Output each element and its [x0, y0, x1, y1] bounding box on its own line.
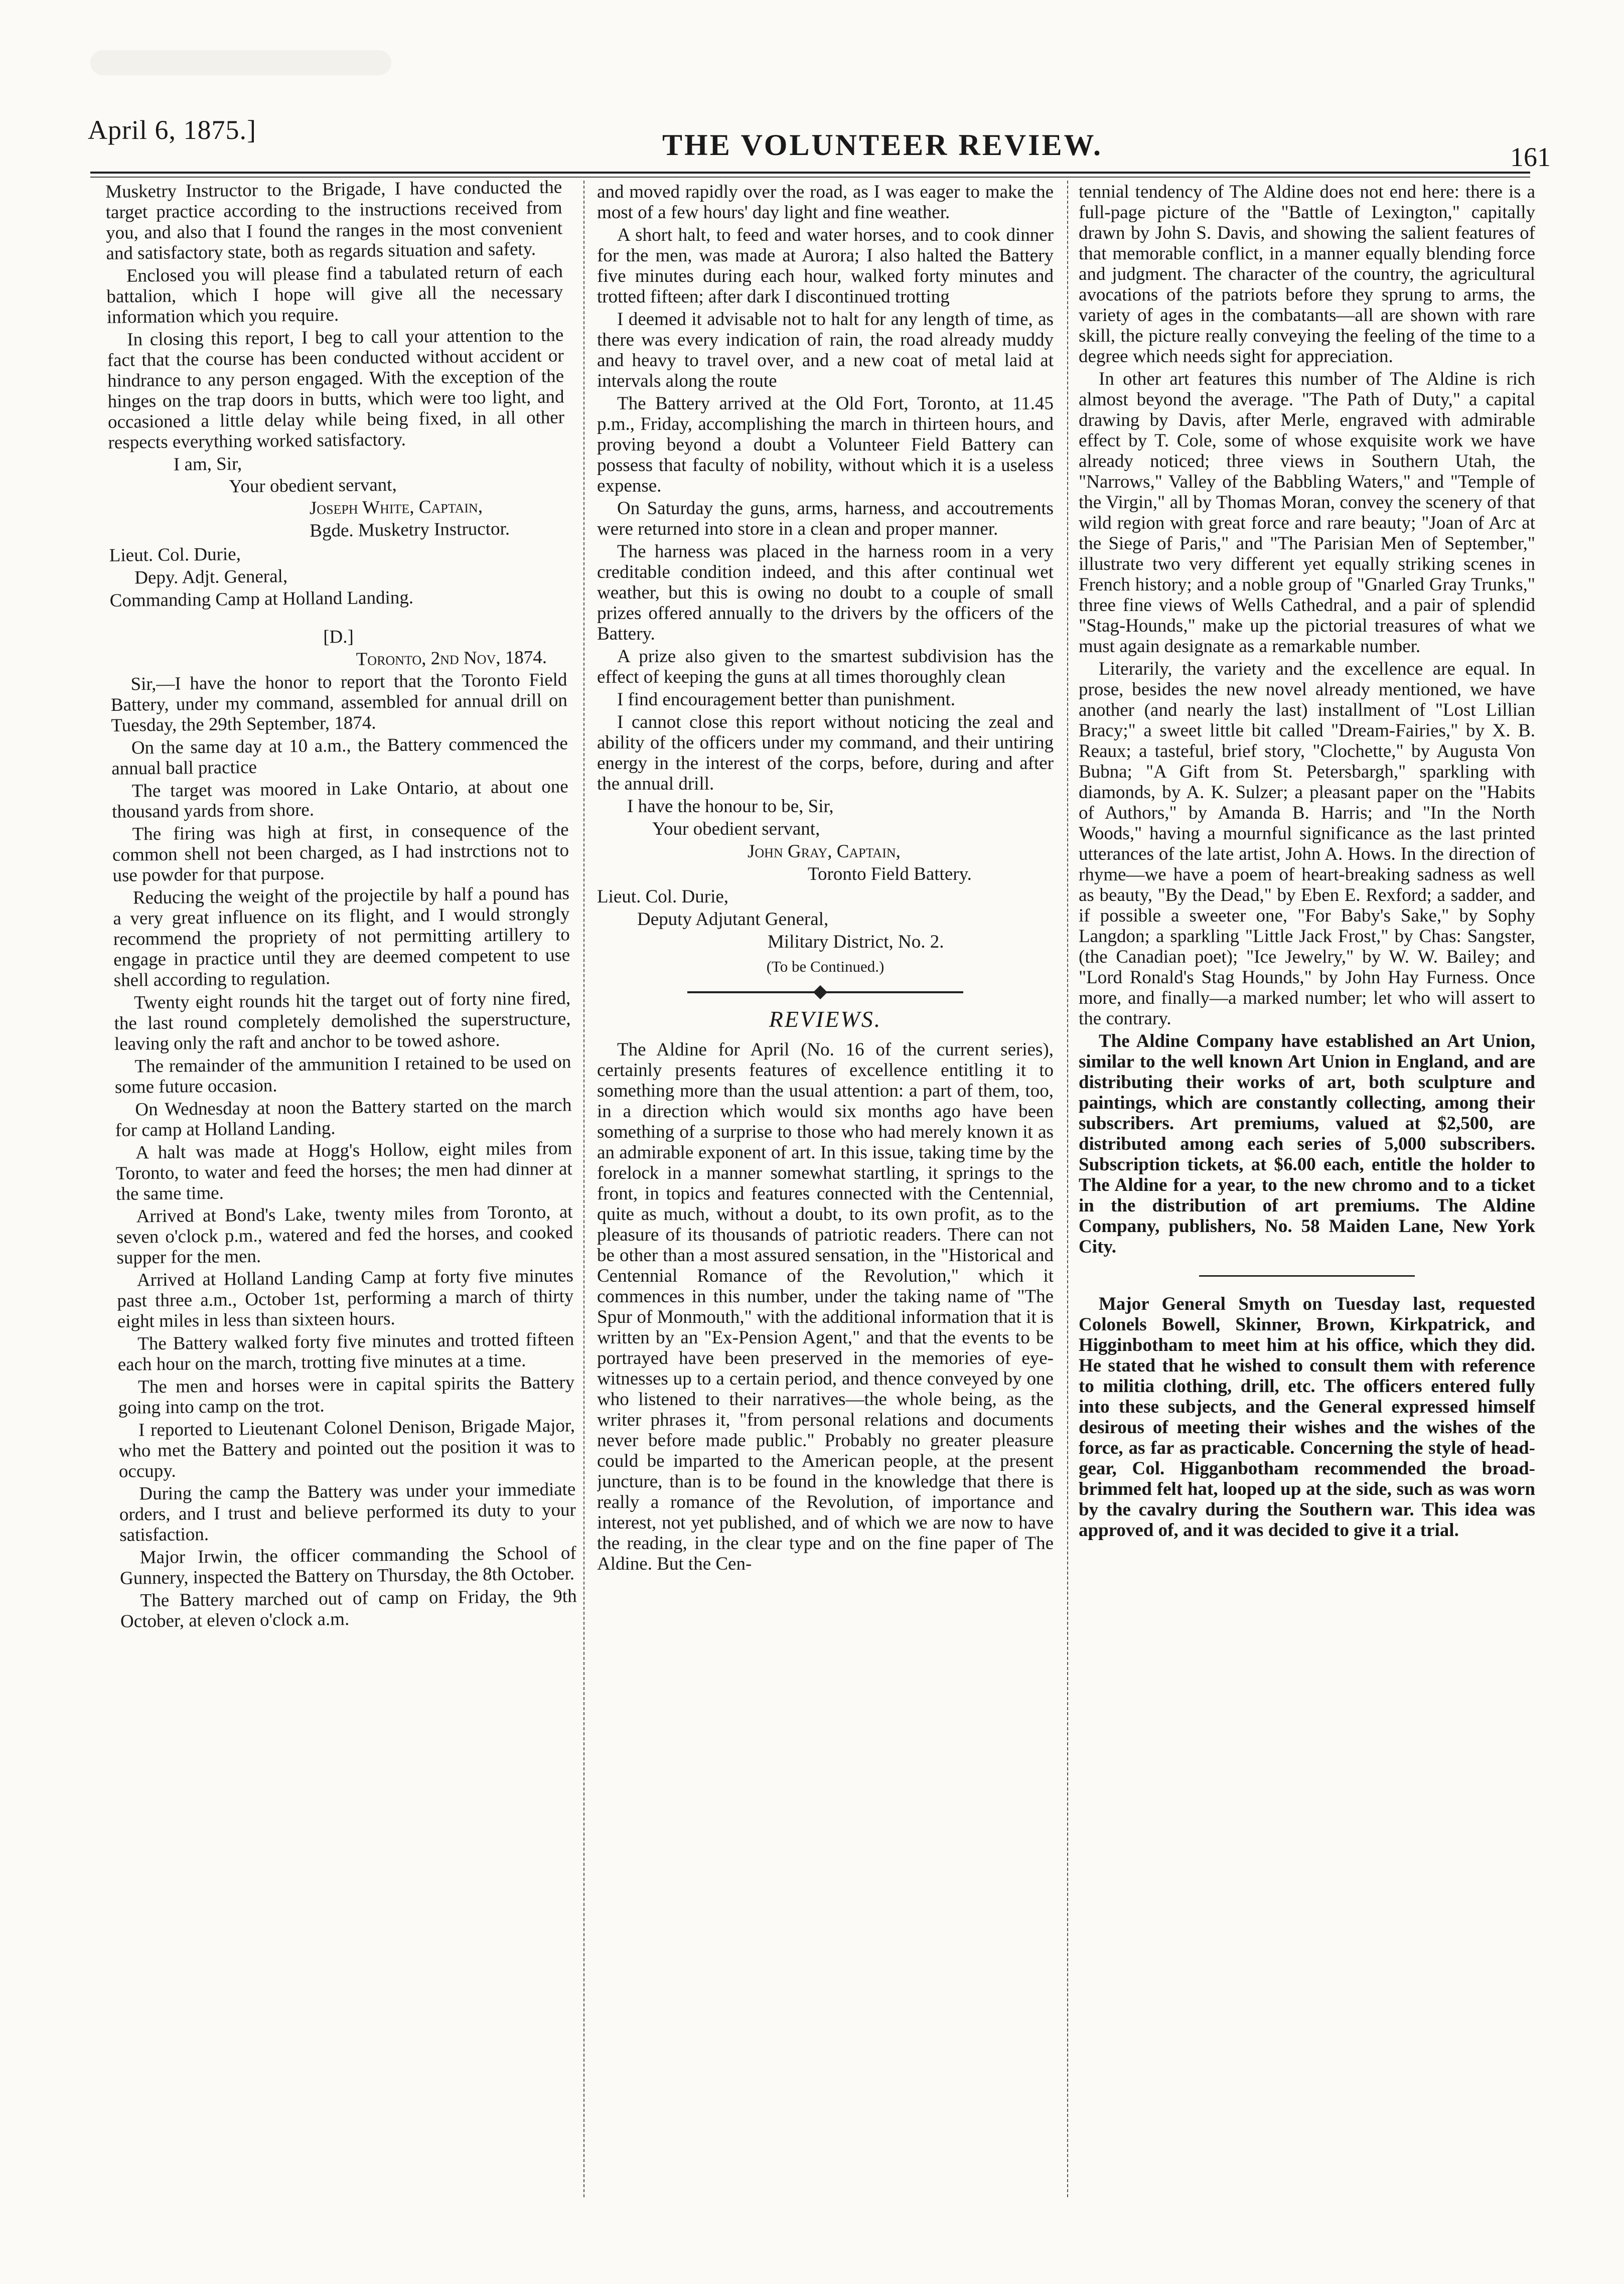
- paragraph: The Aldine for April (No. 16 of the current series), certainly presents features of excellence entitling it to something more than the usual attention: a part of them, too, in a direction which would six months ago have been something of a surprise to those who had merely known it as an admirable exponent of art. In this issue, taking time by the forelock in a manner somewhat startling, it springs to the front, in topics and features connected with the Centennial, quite as much, without a doubt, to its own profit, as to the pleasure of its thousands of patriotic readers. There can not be other than a most assured sensation, in the "Historical and Centennial Romance of the Revolution," which it commences in this number, under the taking name of "The Spur of Monmouth," with the additional information that it is written by an "Ex-Pension Agent," and that the events to be portrayed have been preserved in the memories of eye-witnesses up to a certain period, and thence conveyed by one who listened to their narratives—the whole being, as the writer phrases it, "from personal relations and documents never before made public." Probably no greater pleasure could be imparted to the American people, at the present juncture, than is to be found in the knowledge that there is really a romance of the Revolution, of importance and interest, not yet published, and of which we are now to have the reading, in the clear type and on the fine paper of The Aldine. But the Cen-: [597, 1039, 1054, 1574]
- paragraph: A halt was made at Hogg's Hollow, eight miles from Toronto, to water and feed the horses; the men had dinner at the same time.: [115, 1138, 572, 1204]
- paragraph: On the same day at 10 a.m., the Battery commenced the annual ball practice: [111, 733, 568, 779]
- article-separator: [1199, 1275, 1415, 1277]
- paragraph: The remainder of the ammunition I retained to be used on some future occasion.: [114, 1051, 571, 1098]
- paragraph: Enclosed you will please find a tabulated return of each battalion, which I hope will give all the necessary information which you require.: [106, 261, 563, 328]
- continued-note: (To be Continued.): [766, 958, 884, 975]
- header-rule-thin: [90, 177, 1530, 178]
- column-divider: [583, 181, 584, 2197]
- paragraph: The Battery walked forty five minutes and trotted fifteen each hour on the march, trotting five minutes at a time.: [117, 1329, 574, 1375]
- column-divider: [1067, 181, 1068, 2197]
- paragraph: In other art features this number of The Aldine is rich almost beyond the average. "The Path of Duty," a capital drawing by Davis, after Merle, engraved with admirable effect by T. Cole, some of whose exquisite work we have already noticed; three views in Southern Utah, the "Narrows," Valley of the Babbling Waters," and "Temple of the Virgin," all by Thomas Moran, convey the scenery of that wild region with great force and rare beauty; "Joan of Arc at the Siege of Paris," and "The Parisian Men of September," illustrate two very different yet equally striking scenes in French history; and a noble group of "Gnarled Gray Trunks," three fine views of Wells Cathedral, and a pair of splendid "Stag-Hounds," make up the pictorial treasures of what we must again designate as a remarkable number.: [1079, 369, 1535, 657]
- masthead-title: THE VOLUNTEER REVIEW.: [662, 128, 1103, 162]
- addressee-line: Commanding Camp at Holland Landing.: [109, 587, 414, 611]
- signature-line: I am, Sir,: [173, 453, 242, 475]
- paragraph: A prize also given to the smartest subdivision has the effect of keeping the guns at all times thoroughly clean: [597, 646, 1054, 687]
- paragraph: On Wednesday at noon the Battery started on the march for camp at Holland Landing.: [115, 1095, 572, 1141]
- addressee-line: Lieut. Col. Durie,: [597, 886, 729, 907]
- issue-date: April 6, 1875.]: [88, 115, 256, 145]
- paragraph: I cannot close this report without noticing the zeal and ability of the officers under my command, and their untiring energy in the interest of the corps, before, during and after the annual drill.: [597, 712, 1054, 794]
- paragraph: I find encouragement better than punishment.: [617, 689, 956, 710]
- paragraph: Major Irwin, the officer commanding the School of Gunnery, inspected the Battery on Thursday, the 8th October.: [119, 1543, 576, 1589]
- paragraph: I reported to Lieutenant Colonel Denison, Brigade Major, who met the Battery and pointed out the position it was to occupy.: [118, 1415, 575, 1482]
- paragraph: The firing was high at first, in consequence of the common shell not been charged, as I had instrctions not to use powder for that purpose.: [112, 819, 569, 886]
- paragraph: I deemed it advisable not to halt for any length of time, as there was every indication of rain, the road already muddy and heavy to travel over, and a new coat of metal laid at intervals along the route: [597, 309, 1054, 391]
- paragraph: Musketry Instructor to the Brigade, I have conducted the target practice according to the instructions received from you, and also that I found the ranges in the most convenient and satisfactory state, both as regards situation and safety.: [105, 177, 563, 264]
- signature-title: Bgde. Musketry Instructor.: [310, 518, 510, 541]
- paragraph: The Battery marched out of camp on Friday, the 9th October, at eleven o'clock a.m.: [120, 1586, 577, 1632]
- signature-line: Your obedient servant,: [652, 819, 820, 839]
- header-rule: [90, 172, 1530, 174]
- paragraph: The target was moored in Lake Ontario, at about one thousand yards from shore.: [111, 776, 568, 822]
- paragraph: and moved rapidly over the road, as I was eager to make the most of a few hours' day light and fine weather.: [597, 182, 1054, 223]
- paragraph: Literarily, the variety and the excellence are equal. In prose, besides the new novel already mentioned, we have another (and nearly the last) installment of "Lost Lillian Bracy;" a sweet little bit called "Dream-Fairies," by X. B. Reaux; a tasteful, brief story, "Clochette," by Augusta Von Bubna; "A Gift from St. Petersbargh," sparkling with diamonds, by A. K. Sulzer; a pleasant paper on the "Habits of Authors," by Amanda B. Harris; and "In the North Woods," having a mournful significance as the last printed utterances of the late artist, John A. Hows. In the direction of rhyme—we have a poem of heart-breaking sadness as well as beauty, "By the Dead," by Eben E. Rexford; a sadder, and if possible a sweeter one, "For Baby's Sake," by Sophy Langdon; a sparkling "Little Jack Frost," by Chas: Sangster, (the Canadian poet); "Ice Jewelry," by W. W. Bailey; and "Lord Ronald's Stag Hounds," by John Hay Furness. Once more, and finally—a marked number; let who will assert to the contrary.: [1079, 659, 1535, 1029]
- letter-dateline: Toronto, 2nd Nov, 1874.: [356, 647, 547, 670]
- paragraph: Sir,—I have the honor to report that the Toronto Field Battery, under my command, assembled for annual drill on Tuesday, the 29th September, 1874.: [110, 669, 568, 736]
- addressee-line: Military District, No. 2.: [768, 932, 944, 952]
- section-label: [D.]: [323, 626, 354, 648]
- column-1: [105, 177, 583, 2228]
- paragraph: Arrived at Bond's Lake, twenty miles from Toronto, at seven o'clock p.m., watered and fed the horses, and cooked supper for the men.: [116, 1201, 573, 1268]
- addressee-line: Lieut. Col. Durie,: [109, 544, 241, 566]
- section-divider: [597, 982, 1054, 1002]
- paragraph: Major General Smyth on Tuesday last, requested Colonels Bowell, Skinner, Brown, Kirkpatrick, and Higginbotham to meet him at his office, which they did. He stated that he wished to consult them with reference to militia clothing, drill, etc. The officers entered fully into these subjects, and the General expressed himself desirous of meeting their wishes and the wishes of the force, as far as practicable. Concerning the style of head-gear, Col. Higganbotham recommended the broad-brimmed felt hat, looped up at the side, such as was worn by the cavalry during the Southern war. This idea was approved of, and it was decided to give it a trial.: [1079, 1294, 1535, 1541]
- paragraph: Arrived at Holland Landing Camp at forty five minutes past three a.m., October 1st, performing a march of thirty eight miles in less than sixteen hours.: [117, 1265, 574, 1332]
- addressee-line: Depy. Adjt. General,: [134, 566, 288, 588]
- paragraph: The men and horses were in capital spirits the Battery going into camp on the trot.: [118, 1372, 575, 1418]
- signature-title: Toronto Field Battery.: [808, 864, 972, 884]
- paragraph: A short halt, to feed and water horses, and to cook dinner for the men, was made at Aurora; I also halted the Battery five minutes during each hour, walked forty minutes and trotted fifteen; after dark I discontinued trotting: [597, 225, 1054, 307]
- column-2: [597, 182, 1054, 2228]
- column-3: [1079, 182, 1535, 2228]
- paragraph: Reducing the weight of the projectile by half a pound has a very great influence on its flight, and I would strongly recommend the propriety of not permitting artillery to engage in practice until they are deemed competent to use shell according to regulation.: [113, 883, 570, 991]
- page-number: 161: [1510, 142, 1551, 172]
- paragraph: Twenty eight rounds hit the target out of forty nine fired, the last round completely demolished the superstructure, leaving only the raft and anchor to be towed ashore.: [114, 988, 571, 1054]
- signature-name: Joseph White, Captain,: [309, 496, 483, 519]
- paragraph: The harness was placed in the harness room in a very creditable condition indeed, and this after continual wet weather, but this is owing no doubt to a couple of small prizes offered annually to the drivers by the officers of the Battery.: [597, 541, 1054, 644]
- paragraph: During the camp the Battery was under your immediate orders, and I trust and believe performed its duty to your satisfaction.: [119, 1479, 576, 1546]
- page-header: [0, 0, 1624, 191]
- paragraph: On Saturday the guns, arms, harness, and accoutrements were returned into store in a clean and proper manner.: [597, 498, 1054, 539]
- section-heading: REVIEWS.: [769, 1006, 882, 1032]
- paragraph: tennial tendency of The Aldine does not end here: there is a full-page picture of the "Battle of Lexington," capitally drawn by John S. Davis, and showing the salient features of that memorable conflict, in a manner equally blending force and judgment. The character of the country, the agricultural avocations of the patriots before they sprung to arms, the variety of ages in the combatants—all are shown with rare skill, the picture really conveying the feeling of the time to a degree which needs sight for appreciation.: [1079, 182, 1535, 367]
- signature-name: John Gray, Captain,: [748, 841, 901, 862]
- paragraph: The Battery arrived at the Old Fort, Toronto, at 11.45 p.m., Friday, accomplishing the march in thirteen hours, and proving beyond a doubt a Volunteer Field Battery can possess that faculty of nobility, without which it is a useless expense.: [597, 393, 1054, 496]
- addressee-line: Deputy Adjutant General,: [637, 909, 829, 930]
- paragraph: The Aldine Company have established an Art Union, similar to the well known Art Union in England, and are distributing their works of art, both sculpture and paintings, which are constantly collecting, among their subscribers. Art premiums, valued at $2,500, are distributed among each series of 5,000 subscribers. Subscription tickets, at $6.00 each, entitle the holder to The Aldine for a year, to the new chromo and to a ticket in the distribution of art premiums. The Aldine Company, publishers, No. 58 Maiden Lane, New York City.: [1079, 1031, 1535, 1257]
- paragraph: In closing this report, I beg to call your attention to the fact that the course has been conducted without accident or hindrance to any person engaged. With the exception of the hinges on the trap doors in butts, which were too light, and occasioned a little delay while being fixed, in all other respects everything worked satisfactory.: [107, 325, 565, 453]
- signature-line: Your obedient servant,: [229, 474, 397, 497]
- signature-line: I have the honour to be, Sir,: [627, 796, 834, 817]
